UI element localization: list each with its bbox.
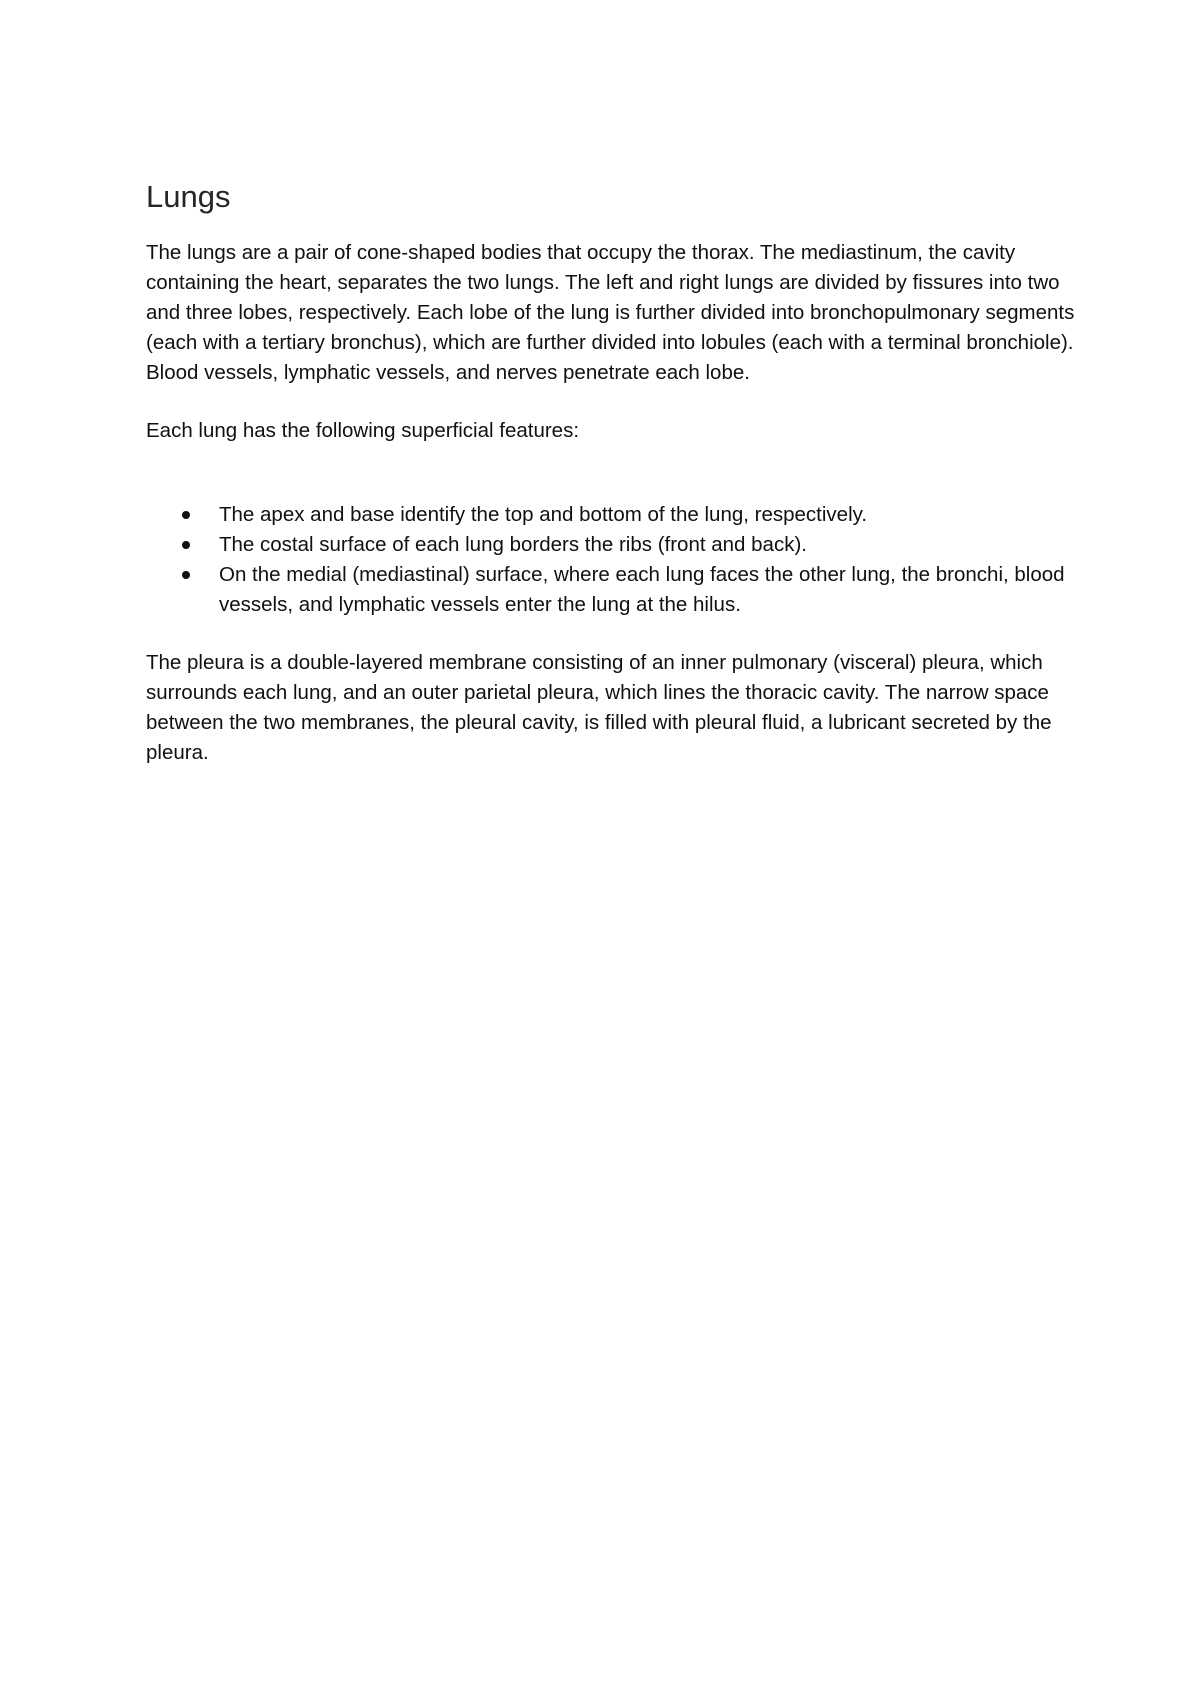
features-intro: Each lung has the following superficial features: — [146, 419, 580, 442]
list-item-text: On the medial (mediastinal) surface, where each lung faces the other lung, the bronchi, blood vessels, and lymphatic vessels enter the lung at the hilus. — [219, 563, 1065, 616]
features-list — [146, 500, 1076, 620]
paragraph-lungs-overview: The lungs are a pair of cone-shaped bodies that occupy the thorax. The mediastinum, the cavity containing the heart, separates the two lungs. The left and right lungs are divided by fissures into two and three lobes, respectively. Each lobe of the lung is further divided into bronchopulmonary segments (each with a tertiary bronchus), which are further divided into lobules (each with a terminal bronchiole). Blood vessels, lymphatic vessels, and nerves penetrate each lobe. — [146, 241, 1075, 384]
list-item — [146, 560, 1076, 620]
bullet-icon — [182, 571, 190, 579]
list-item — [146, 500, 1076, 530]
bullet-icon — [182, 541, 190, 549]
document-page — [146, 178, 1076, 796]
paragraph-pleura: The pleura is a double-layered membrane consisting of an inner pulmonary (visceral) pleura, which surrounds each lung, and an outer parietal pleura, which lines the thoracic cavity. The narrow space between the two membranes, the pleural cavity, is filled with pleural fluid, a lubricant secreted by the pleura. — [146, 651, 1052, 764]
list-item — [146, 530, 1076, 560]
document-title: Lungs — [146, 179, 231, 214]
list-item-text: The apex and base identify the top and bottom of the lung, respectively. — [219, 503, 868, 526]
list-item-text: The costal surface of each lung borders the ribs (front and back). — [219, 533, 807, 556]
bullet-icon — [182, 511, 190, 519]
